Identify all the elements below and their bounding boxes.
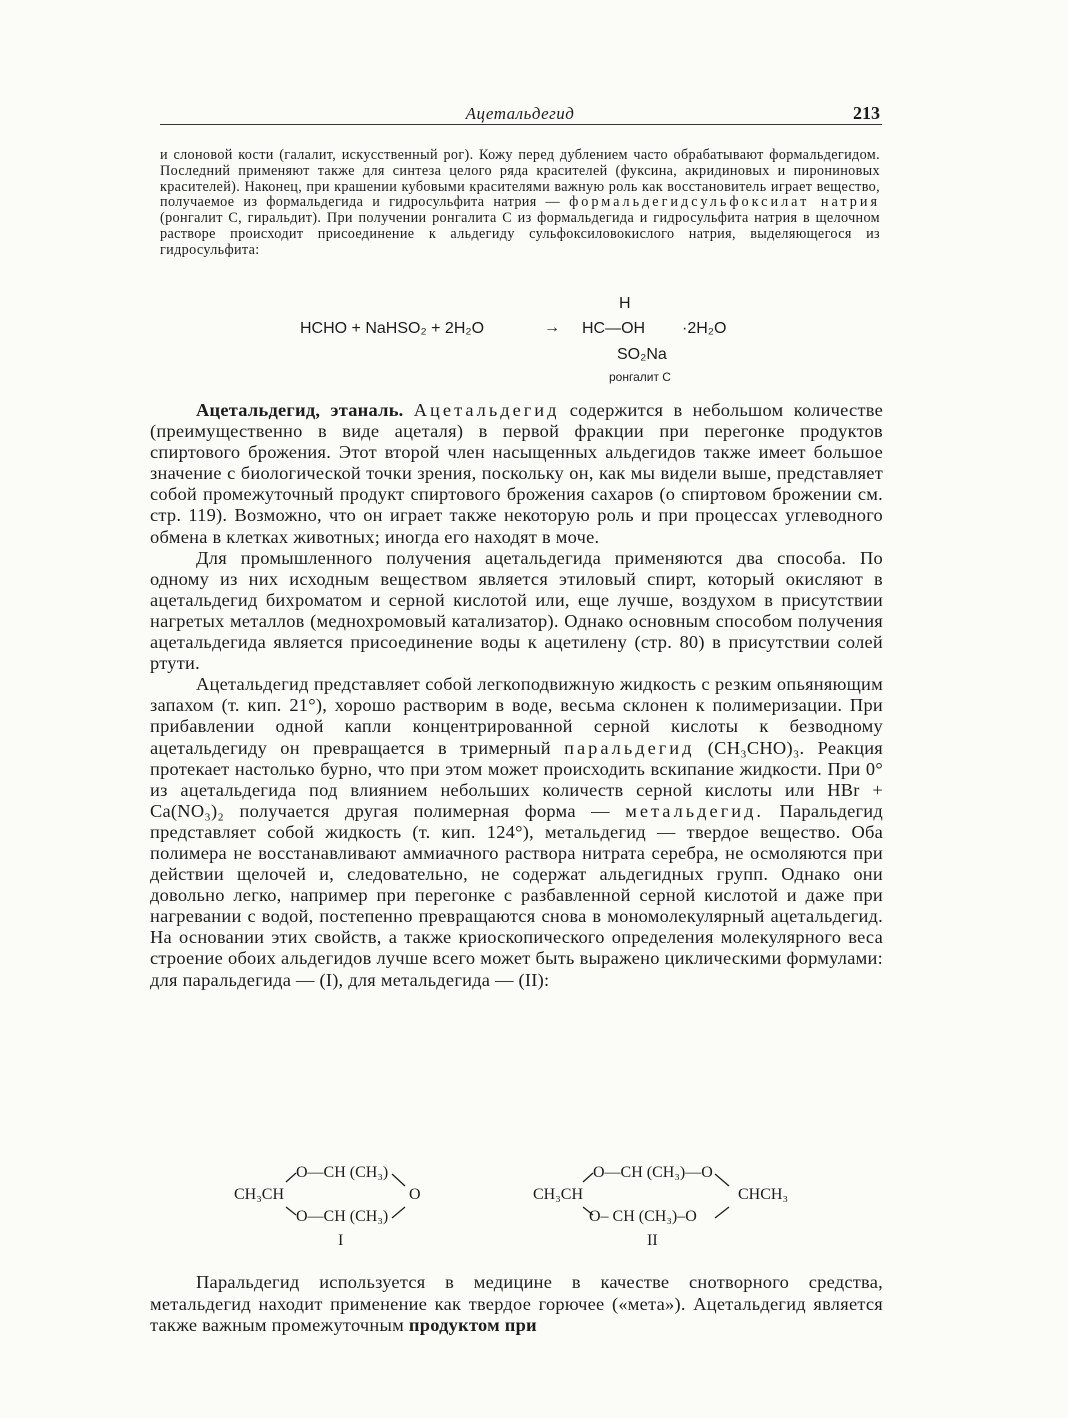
formula-1-left: CH₃CH [234, 1186, 285, 1203]
equation-water: ·2H₂O [682, 320, 727, 337]
formula-paraldehyde [234, 1162, 434, 1262]
small-print-paragraph [160, 148, 880, 259]
running-header [160, 104, 880, 126]
main-text [150, 400, 883, 991]
formula-1-label: I [338, 1232, 344, 1249]
paragraph-4-text: Паральдегид используется в медицине в качестве снотворного средства, метальдегид находит применение как твердое горючее («мета»). Ацетальдегид является также важным промежуточным [150, 1272, 883, 1335]
term-metaldehyde: метальдегид. [625, 800, 765, 821]
small-text-part2: (ронгалит С, гиральдит). При получении ронгалита С из формальдегида и гидросульфита натрия в щелочном растворе происходит присоединение к альдегиду сульфоксиловокислого натрия, выделяющегося из гидросульфита: [160, 210, 880, 258]
formula-2-left: CH₃CH [533, 1186, 584, 1203]
term-acetaldehyde: Ацетальдегид [413, 400, 560, 420]
equation-bonds [300, 296, 780, 391]
term-paraldehyde: паральдегид [564, 737, 695, 758]
formula-1-top: O—CH (CH₃) [296, 1164, 389, 1181]
paragraph-3c: Паральдегид представляет собой жидкость (т. кип. 124°), метальдегид — твердое вещество. Оба полимера не восстанавливают аммиачного раствора нитрата серебра, не осмоляются при действии щелочей и, следовательно, не содержат альдегидных групп. Однако они довольно легко, например при перегонке с разбавленной серной кислотой и даже при нагревании с водой, постепенно превращаются снова в мономолекулярный ацетальдегид. На основании этих свойств, а также криоскопического определения молекулярного веса строение обоих альдегидов лучше всего может быть выражено циклическими формулами: для паральдегида — (I), для метальдегида — (II): [150, 800, 883, 990]
section-heading: Ацетальдегид, этаналь. [196, 400, 404, 420]
paragraph-properties [150, 674, 883, 990]
formula-2-bottom: O– CH (CH₃)–O [589, 1208, 697, 1225]
paragraph-3a: Ацетальдегид представляет собой легкоподвижную жидкость с резким опьяняющим запахом (т. кип. 21°), хорошо растворим в воде, весьма склонен к полимеризации. При прибавлении одной капли концентрированной серной кислоты к безводному ацетальдегиду он превращается в тримерный [150, 674, 883, 758]
paragraph-industrial: Для промышленного получения ацетальдегида применяются два способа. По одному из них исходным веществом является этиловый спирт, который окисляют в ацетальдегид бихроматом и серной кислотой или, еще лучше, воздухом в присутствии нагретых металлов (меднохромовый катализатор). Однако основным способом получения ацетальдегида является присоединение воды к ацетилену (стр. 80) в присутствии солей ртути. [150, 547, 883, 674]
paragraph-4-bold: продуктом при [408, 1315, 537, 1335]
equation-arrow: → [544, 319, 560, 336]
bottom-text [150, 1272, 883, 1337]
equation-reactants: HCHO + NaHSO₂ + 2H₂O [300, 320, 485, 337]
formula-2-right: CHCH₃ [738, 1186, 789, 1203]
page-number: 213 [853, 103, 880, 123]
paragraph-1-text: содержится в небольшом количестве (преимущественно в виде ацеталя) в первой фракции при перегонке продуктов спиртового брожения. Этот второй член насыщенных альдегидов также имеет большое значение с биологической точки зрения, поскольку он, как мы видели выше, представляет собой промежуточный продукт спиртового брожения сахаров (о спиртовом брожении см. стр. 119). Возможно, что он играет также некоторую роль и при процессах углеводного обмена в клетках животных; иногда его находят в моче. [150, 400, 883, 547]
equation-label: ронгалит С [609, 370, 671, 384]
formula-2-label: II [647, 1232, 658, 1249]
small-text-part1: и слоновой кости (галалит, искусственный рог). Кожу перед дублением часто обрабатывают формальдегидом. Последний применяют также для синтеза целого ряда красителей (фуксина, акридиновых и пирониновых красителей). Наконец, при крашении кубовыми красителями важную роль как восстановитель играет вещество, получаемое из формальдегида и гидросульфита натрия — [160, 147, 880, 211]
equation-h: H [619, 295, 631, 312]
formula-2-top: O—CH (CH₃)—O [593, 1164, 713, 1181]
rongalite-equation [300, 296, 780, 391]
equation-center: HC—OH [582, 320, 646, 337]
formula-1-bottom: O—CH (CH₃) [296, 1208, 389, 1225]
small-text-term: формальдегидсульфоксилат натрия [569, 194, 880, 211]
paragraph-uses [150, 1272, 883, 1337]
formula-metaldehyde [533, 1162, 813, 1262]
formula-1-right: O [409, 1186, 421, 1203]
running-title: Ацетальдегид [465, 104, 575, 123]
paragraph-3b: (CH₃CHO)₃. Реакция протекает настолько бурно, что при этом может происходить вскипание жидкости. При 0° из ацетальдегида под влиянием небольших количеств серной кислоты или HBr + Ca(NO₃)₂ получается другая полимерная форма — [150, 737, 883, 821]
paragraph-acetaldehyde [150, 400, 883, 548]
header-rule [160, 124, 882, 125]
equation-so2na: SO₂Na [617, 346, 667, 363]
